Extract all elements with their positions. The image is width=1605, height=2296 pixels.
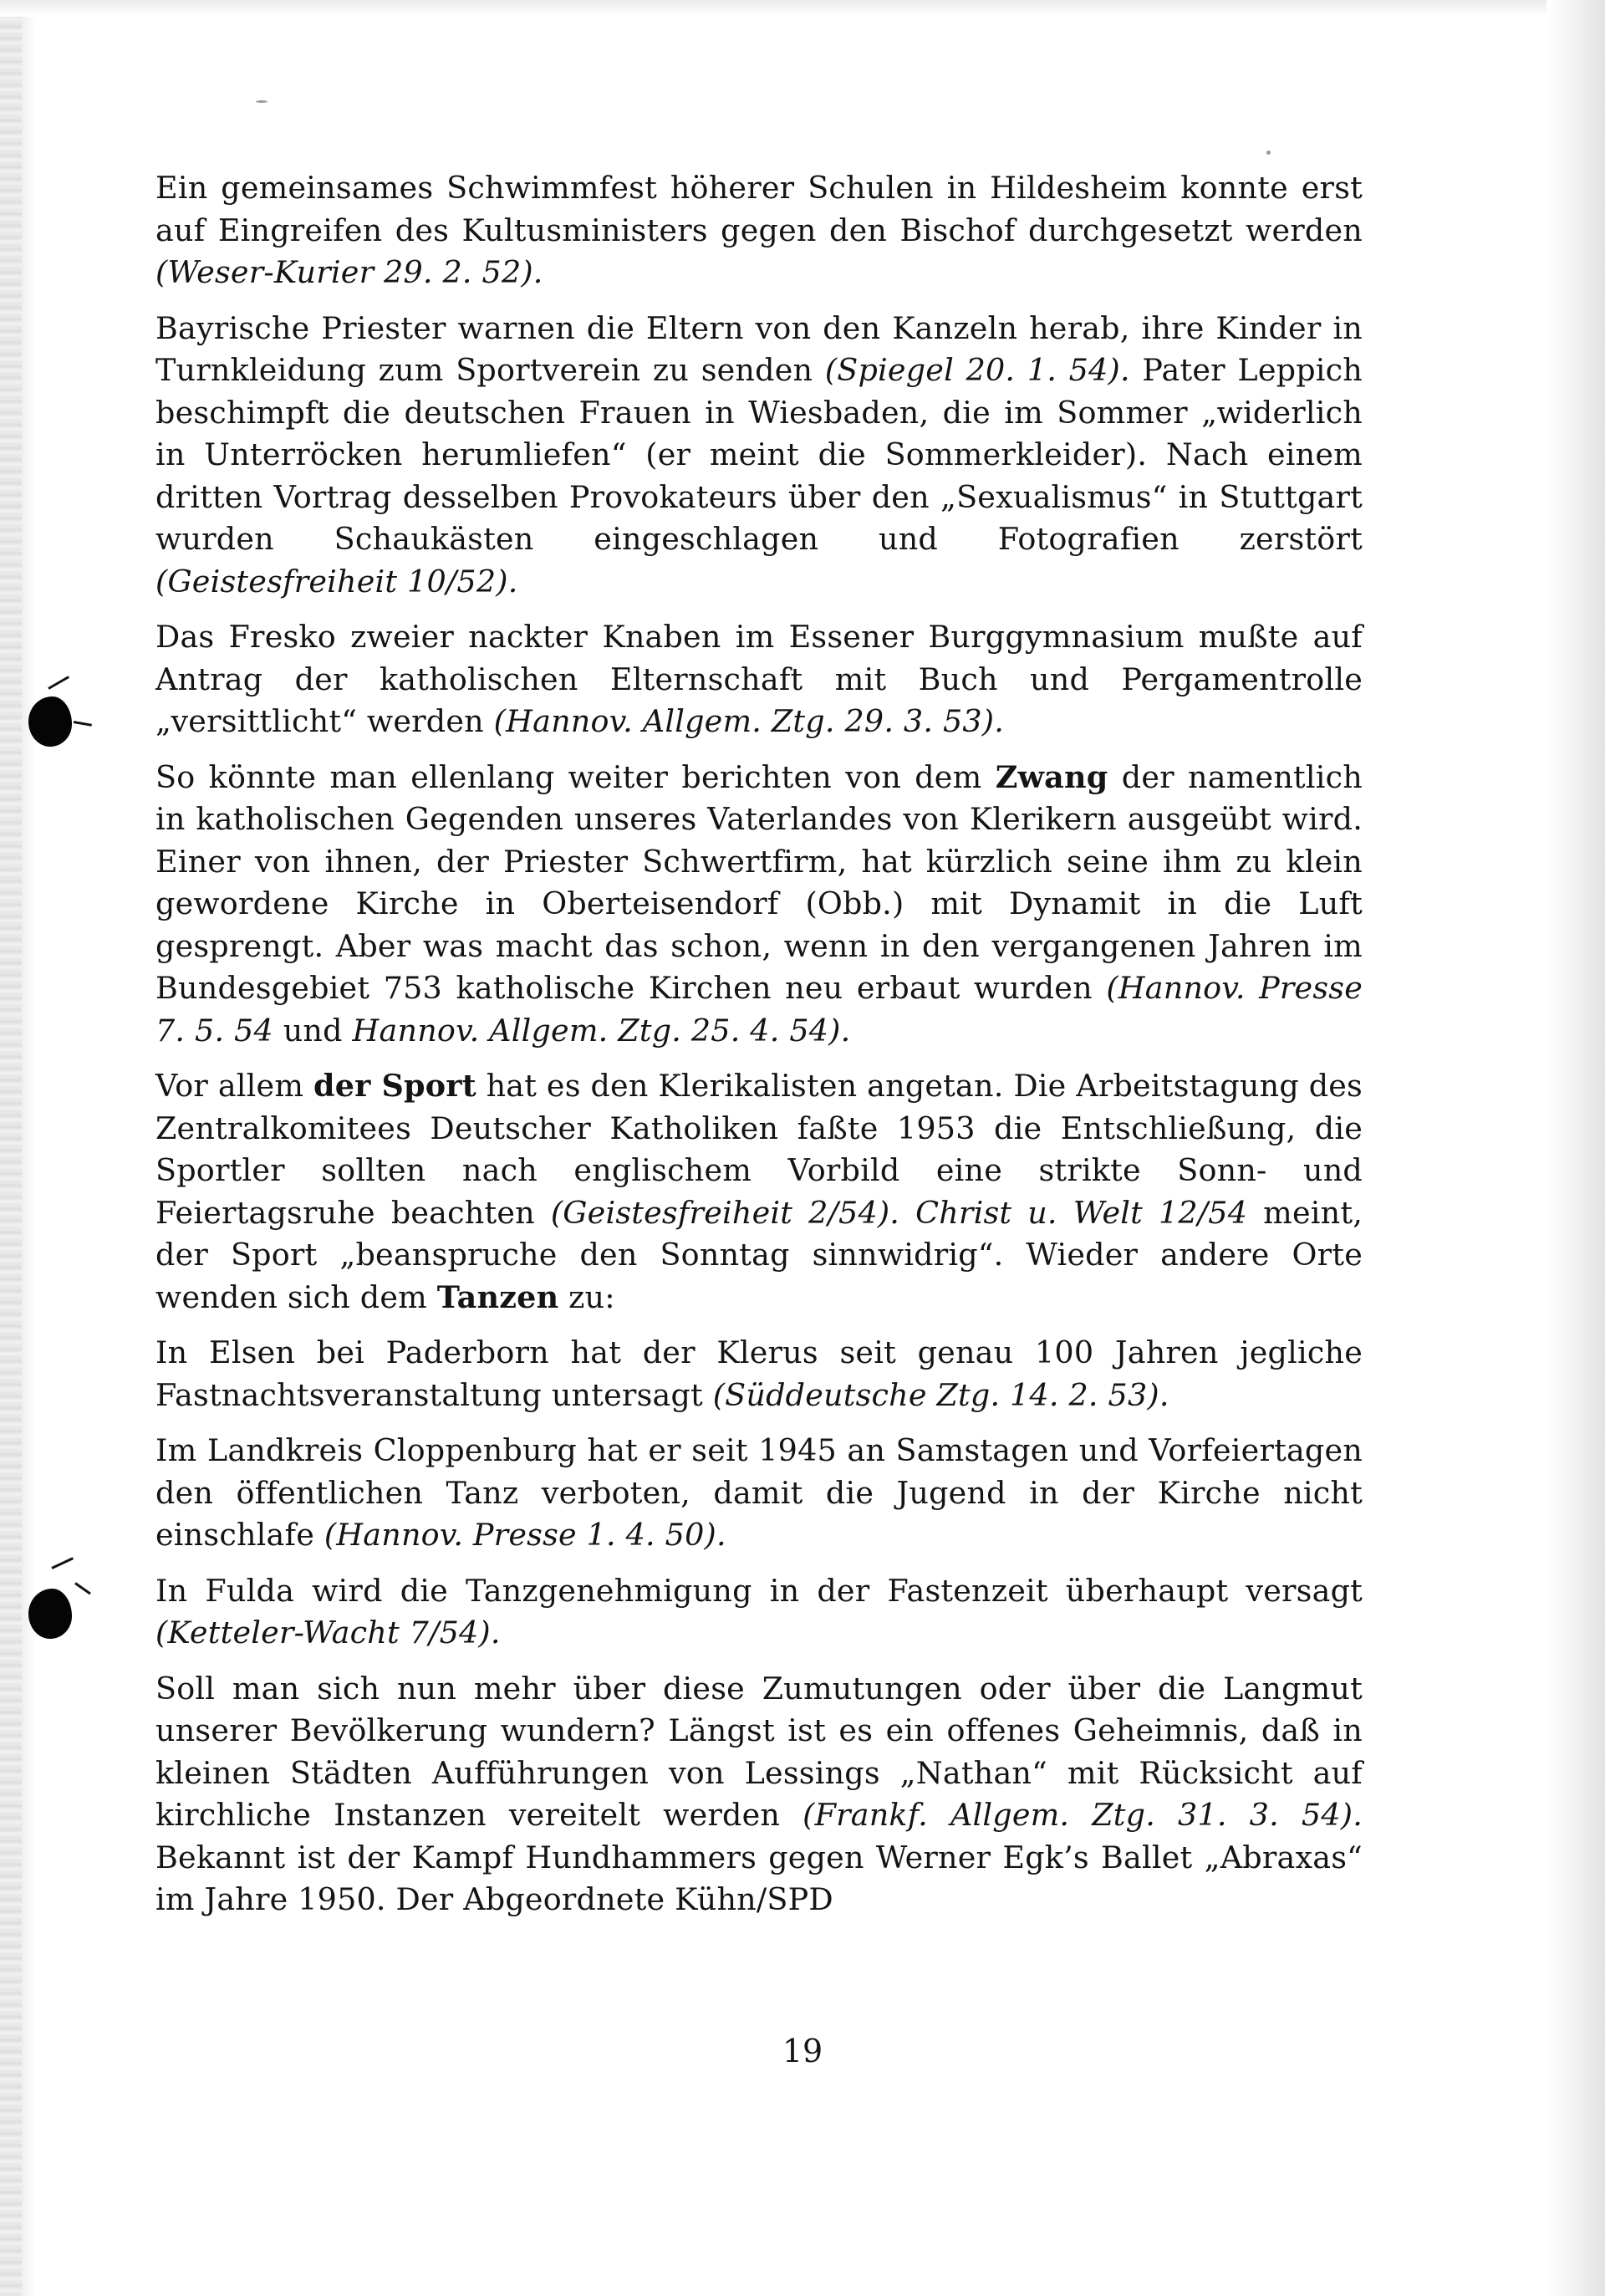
paragraph — [155, 616, 1363, 743]
punch-hole-tick — [51, 1557, 74, 1569]
punch-hole-tick — [74, 1582, 91, 1594]
text-run: meint, der Sport „beanspruche den Sonntag sinnwidrig“. Wieder andere Orte wenden sich dem — [155, 1194, 1363, 1315]
paragraph — [155, 1570, 1363, 1655]
punch-hole-mark — [28, 1589, 72, 1639]
punch-hole-tick — [48, 676, 69, 690]
text-run: In Elsen bei Paderborn hat der Klerus seit genau 100 Jahren jegliche Fastnachtsveranstaltung untersagt — [155, 1334, 1363, 1413]
scan-speck — [256, 100, 268, 103]
punch-hole-tick — [74, 721, 92, 727]
text-run: zu: — [558, 1278, 615, 1315]
paragraph — [155, 308, 1363, 604]
text-run: der namentlich in katholischen Gegenden unseres Vaterlandes von Klerikern ausgeübt wird. Einer von ihnen, der Priester Schwertfirm, hat kürzlich seine ihm zu klein gewordene Kirche in Oberteisendorf (Obb.) mit Dynamit in die Luft gesprengt. Aber was macht das schon, wenn in den vergangenen Jahren im Bundesgebiet 753 katholische Kirchen neu erbaut wurden — [155, 758, 1363, 1006]
scan-edge-right — [1546, 0, 1605, 2296]
citation: (Spiegel 20. 1. 54). — [824, 352, 1130, 388]
citation: (Hannov. Presse 1. 4. 50). — [324, 1517, 726, 1553]
text-run — [899, 1195, 915, 1231]
scan-edge-shadow — [22, 0, 35, 2296]
paragraph — [155, 1065, 1363, 1319]
body-text — [155, 167, 1363, 1921]
emphasis-text: Tanzen — [436, 1278, 559, 1315]
text-run: Vor allem — [155, 1068, 313, 1104]
text-run: Pater Leppich beschimpft die deutschen Frauen in Wiesbaden, die im Sommer „widerlich in Unterröcken herumliefen“ (er meint die Sommerkleider). Nach einem dritten Vortrag desselben Provokateurs über den „Sexualismus“ in Stuttgart wurden Schaukästen eingeschlagen und Fotografien zerstört — [155, 352, 1363, 557]
text-run: Ein gemeinsames Schwimmfest höherer Schulen in Hildesheim konnte erst auf Eingreifen des Kultusministers gegen den Bischof durchgesetzt werden — [155, 170, 1363, 248]
text-run: Im Landkreis Cloppenburg hat er seit 1945 an Samstagen und Vorfeiertagen den öffentlichen Tanz verboten, damit die Jugend in der Kirche nicht einschlafe — [155, 1432, 1363, 1553]
paragraph — [155, 1332, 1363, 1416]
text-run: hat es den Klerikalisten angetan. Die Arbeitstagung des Zentralkomitees Deutscher Katholiken faßte 1953 die Entschließung, die Sportler sollten nach englischem Vorbild eine strikte Sonn- und Feiertagsruhe beachten — [155, 1068, 1363, 1231]
citation: (Geistesfreiheit 10/52). — [155, 563, 518, 600]
text-run: Das Fresko zweier nackter Knaben im Essener Burggymnasium mußte auf Antrag der katholischen Elternschaft mit Buch und Pergamentrolle „versittlicht“ werden — [155, 619, 1363, 739]
scan-speck — [1266, 151, 1271, 155]
text-run: Bayrische Priester warnen die Eltern von den Kanzeln herab, ihre Kinder in Turnkleidung zum Sportverein zu senden — [155, 309, 1363, 388]
emphasis-text: der Sport — [313, 1068, 476, 1104]
text-run: In Fulda wird die Tanzgenehmigung in der Fastenzeit überhaupt versagt — [155, 1572, 1363, 1609]
citation: (Frankf. Allgem. Ztg. 31. 3. 54). — [802, 1797, 1363, 1833]
scan-edge-top — [0, 0, 1605, 17]
text-run: So könnte man ellenlang weiter berichten von dem — [155, 758, 996, 795]
paragraph — [155, 1668, 1363, 1921]
citation: Christ u. Welt 12/54 — [915, 1194, 1248, 1231]
paragraph — [155, 167, 1363, 294]
text-run: Soll man sich nun mehr über diese Zumutungen oder über die Langmut unserer Bevölkerung wundern? Längst ist es ein offenes Geheimnis, daß in kleinen Städten Aufführungen von Lessings „Nathan“ mit Rücksicht auf kirchliche Instanzen vereitelt werden — [155, 1670, 1363, 1833]
paragraph — [155, 1430, 1363, 1557]
citation: (Weser-Kurier 29. 2. 52). — [155, 254, 543, 290]
emphasis-text: Zwang — [995, 758, 1108, 795]
punch-hole-mark — [28, 696, 72, 747]
citation: (Hannov. Allgem. Ztg. 29. 3. 53). — [493, 703, 1005, 739]
citation: (Süddeutsche Ztg. 14. 2. 53). — [712, 1376, 1169, 1413]
scan-edge-left — [0, 0, 22, 2296]
text-run: Bekannt ist der Kampf Hundhammers gegen Werner Egk’s Ballet „Abraxas“ im Jahre 1950. Der Abgeordnete Kühn/SPD — [155, 1839, 1363, 1917]
paragraph — [155, 757, 1363, 1053]
citation: (Ketteler-Wacht 7/54). — [155, 1615, 501, 1651]
citation: Hannov. Allgem. Ztg. 25. 4. 54). — [352, 1012, 851, 1049]
citation: (Geistesfreiheit 2/54). — [550, 1194, 900, 1231]
citation: (Hannov. Presse 7. 5. 54 — [155, 970, 1363, 1049]
page-number: 19 — [782, 2033, 823, 2069]
text-run: und — [273, 1012, 353, 1049]
